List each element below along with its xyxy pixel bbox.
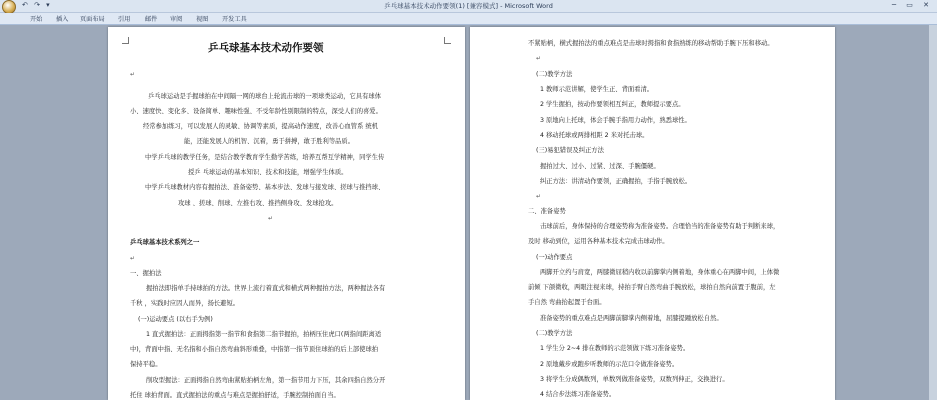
margin-corner-mark xyxy=(122,37,129,44)
tab-developer[interactable]: 开发工具 xyxy=(222,16,247,23)
tab-home[interactable]: 开始 xyxy=(30,16,43,23)
item-heading: 一、握拍法 xyxy=(130,270,162,277)
section-heading: 乒乓球基本技术系列之一 xyxy=(130,239,200,246)
intro-line: 小、速度快、变化多、设备简单、趣味性强、不受年龄性别限制的特点，深受人们的喜爱。 xyxy=(130,108,382,115)
tab-view[interactable]: 视图 xyxy=(196,16,209,23)
sub-heading: (三)易犯错误及纠正方法 xyxy=(536,147,604,154)
intro-line: 中学乒乓球的教学任务，是结合教学教育学生勤学苦练，培养互帮互学精神，同学生传 xyxy=(145,154,385,161)
list-item: 4 移动托球或两排相距 2 米对托击球。 xyxy=(540,132,649,139)
body-line: 准备姿势的重点难点是两脚前脚掌内侧着地，屈膝提踵放松自然。 xyxy=(540,315,723,322)
body-line: 1 直式握拍法：正面拇指第一指节和食指第二指节握拍，拍柄压住虎口(两指间距离适 xyxy=(146,331,382,338)
list-item: 1 教师示范讲解，使学生正、背面看清。 xyxy=(540,86,654,93)
body-line: 手自然 弯曲抬起置于台面。 xyxy=(528,299,606,306)
list-item: 2 学生握拍，按动作要领相互纠正，教师提示要点。 xyxy=(540,101,685,108)
body-line: 削攻型握法：正面拇指自然弯曲紧贴拍柄左角，第一指节用力下压，其余四指自然分开 xyxy=(146,377,386,384)
body-line: 握拍法即指单手持球拍的方法。世界上流行着直式和横式两种握拍方法，两种握法各有 xyxy=(146,285,386,292)
paragraph-mark: ↵ xyxy=(536,193,542,200)
margin-corner-mark xyxy=(444,37,451,44)
body-line: 击球前后，身体保持的合理姿势称为准备姿势。合理恰当的准备姿势有助于判断来球， xyxy=(540,223,780,230)
body-line: 保持平稳。 xyxy=(130,361,162,368)
document-page-right[interactable] xyxy=(470,27,835,400)
body-line: 不紧贴柄，横式握拍法的重点难点是击球时拇指和食指熟练的移动帮助手腕下压和移动。 xyxy=(528,40,774,47)
intro-line: 中学乒乓球教材内容有握拍法、准备姿势、基本步法、发球与接发球、搓球与推挡球、 xyxy=(145,184,385,191)
vertical-scrollbar[interactable] xyxy=(929,25,937,400)
tab-page-layout[interactable]: 页面布局 xyxy=(80,16,105,23)
intro-line: 授乒 乓球运动的基本知识、技术和技能，增强学生体质。 xyxy=(188,169,348,176)
paragraph-mark: ↵ xyxy=(268,215,274,222)
intro-line: 攻球 、搓球、削球、左推右攻、推挡侧身攻、发球抢攻。 xyxy=(178,200,338,207)
document-page-left[interactable] xyxy=(108,27,465,400)
body-line: 纠正方法：讲清动作要领，正确握拍，手指手腕放松。 xyxy=(540,178,692,185)
window-title: 乒乓球基本技术动作要领(1) [兼容模式] - Microsoft Word xyxy=(384,2,553,10)
tab-references[interactable]: 引用 xyxy=(118,16,131,23)
title-bar xyxy=(0,0,937,13)
sub-heading: (二)教学方法 xyxy=(536,330,573,337)
sub-heading: (二)教学方法 xyxy=(536,71,573,78)
paragraph-mark: ↵ xyxy=(536,55,542,62)
body-line: 中)，背面中指、无名指和小指自然弯曲斜形重叠，中指第一指节顶住球拍的后上部使球拍 xyxy=(130,346,379,353)
sub-heading: (一)动作要点 xyxy=(536,254,573,261)
window-controls[interactable]: ─ ▭ ✕ xyxy=(891,1,933,9)
sub-heading: (一)运动要点 (以右手为例) xyxy=(138,316,213,323)
tab-mailings[interactable]: 邮件 xyxy=(145,16,158,23)
body-line: 两脚开立约与肩宽，两膝微屈稍内收以前脚掌内侧着地，身体重心在两脚中间，上体微 xyxy=(540,269,780,276)
paragraph-mark: ↵ xyxy=(130,255,136,262)
body-line: 前倾 下颌微收，两眼注视来球，持拍手臂自然弯曲手腕放松，球拍自然向前置于腹前，左 xyxy=(528,284,776,291)
intro-line: 经常参加练习，可以发展人的灵敏、协调等素质，提高动作速度，改善心血管系 统机 xyxy=(143,123,378,130)
list-item: 1 学生分 2~4 排在教师的示范领做下练习准备姿势。 xyxy=(540,345,690,352)
intro-line: 乒乓球运动是手握球拍在中间隔一网的球台上轮流击球的一项球类运动，它具有球体 xyxy=(148,93,381,100)
list-item: 4 结合步法练习准备姿势。 xyxy=(540,391,616,398)
body-line: 握拍过大、过小、过紧、过深、手腕僵硬。 xyxy=(540,163,660,170)
intro-line: 能，还能发展人的机智、沉着，勇于拼搏，敢于胜利等品质。 xyxy=(184,138,355,145)
quick-access-toolbar[interactable]: ↶ ↷ ▾ xyxy=(22,1,52,9)
tab-insert[interactable]: 插入 xyxy=(56,16,69,23)
body-line: 及时 移动到位，运用各种基本技术完成击球动作。 xyxy=(528,238,669,245)
list-item: 3 原地向上托球，体会手腕手指用力动作，熟悉球性。 xyxy=(540,117,691,124)
tab-review[interactable]: 审阅 xyxy=(170,16,183,23)
list-item: 3 将学生分成偶数列，单数列做准备姿势，双数列伸正，交换进行。 xyxy=(540,376,729,383)
ribbon-tabs xyxy=(0,13,937,25)
body-line: 千秋 ，实践时应因人而异，扬长避短。 xyxy=(130,300,240,307)
paragraph-mark: ↵ xyxy=(130,71,136,78)
item-heading: 二、准备姿势 xyxy=(528,208,566,215)
list-item: 2 原地戴步或跑步听教师的示范口令做准备姿势。 xyxy=(540,361,679,368)
document-title: 乒乓球基本技术动作要领 xyxy=(208,42,324,54)
body-line: 托住 球拍背面。直式握拍法的重点与难点是握拍舒适，手腕控制拍面自当。 xyxy=(130,392,340,399)
